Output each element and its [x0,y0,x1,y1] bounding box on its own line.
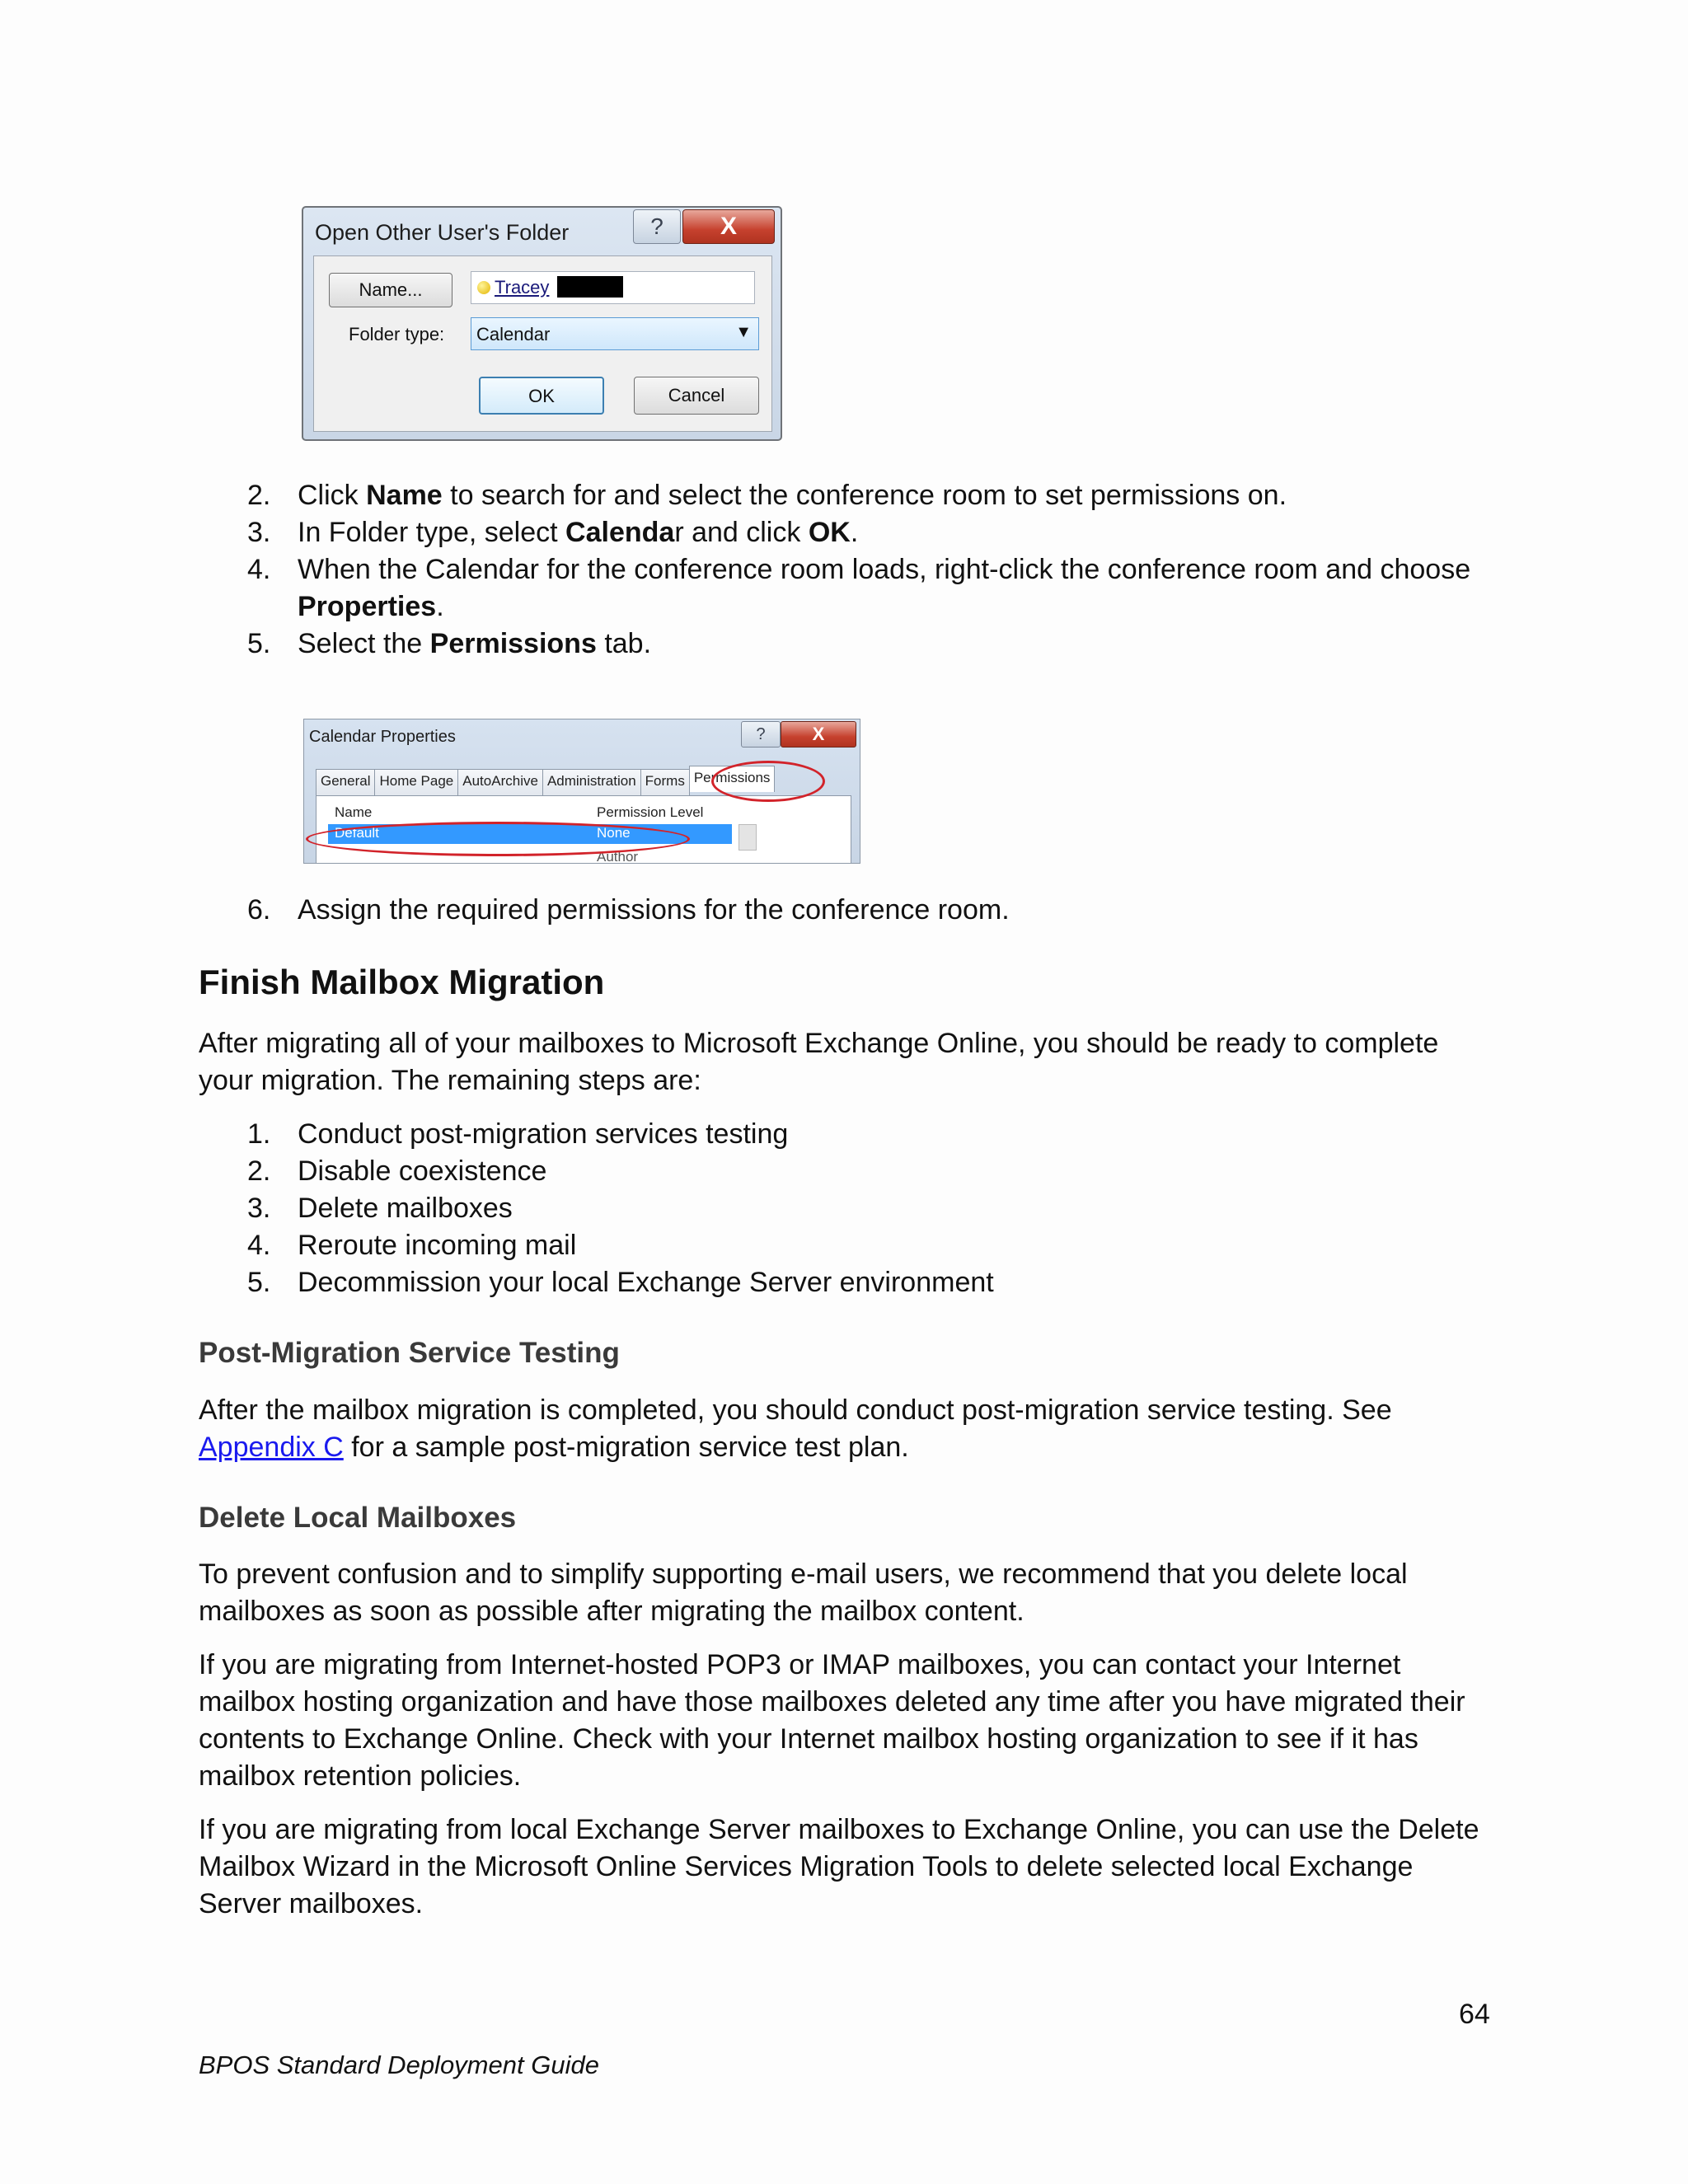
step-text: In Folder type, select Calendar and click OK. [298,517,859,548]
tab-bar [316,769,774,795]
step-number: 6. [247,894,271,926]
step-text: Delete mailboxes [298,1193,513,1224]
folder-type-value: Calendar [476,324,551,344]
paragraph-line: mailbox hosting organization and have those mailboxes deleted any time after you have migrated their [199,1686,1465,1718]
step-number: 2. [247,1155,271,1187]
redacted-block [557,276,623,298]
step-text: Conduct post-migration services testing [298,1118,789,1150]
paragraph-line: your migration. The remaining steps are: [199,1065,701,1096]
step-text-continued: Properties. [298,591,444,622]
step-number: 2. [247,480,271,511]
name-input[interactable] [471,271,755,304]
highlight-ellipse-permissions-tab [711,761,825,802]
step-number: 5. [247,1267,271,1298]
step-number: 4. [247,1230,271,1261]
close-icon[interactable]: X [781,721,856,748]
paragraph-line: To prevent confusion and to simplify supporting e-mail users, we recommend that you delete local [199,1558,1408,1590]
paragraph-line: contents to Exchange Online. Check with your Internet mailbox hosting organization to see if it has [199,1723,1418,1755]
step-text: Assign the required permissions for the conference room. [298,894,1010,926]
close-icon[interactable]: X [682,209,775,244]
column-header-permission-level[interactable]: Permission Level [597,804,704,820]
subsection-heading: Post-Migration Service Testing [199,1337,620,1369]
step-number: 4. [247,554,271,585]
dialog-body [313,255,772,432]
step-text: When the Calendar for the conference room loads, right-click the conference room and choose [298,554,1471,585]
step-number: 3. [247,1193,271,1224]
folder-type-select[interactable] [471,317,759,350]
step-text: Select the Permissions tab. [298,628,652,659]
dialog-title: Open Other User's Folder [315,220,570,245]
section-heading: Finish Mailbox Migration [199,963,605,1001]
folder-type-label: Folder type: [349,324,445,344]
chevron-down-icon: ▼ [735,323,752,341]
paragraph-line: After migrating all of your mailboxes to Microsoft Exchange Online, you should be ready to complete [199,1028,1439,1059]
paragraph-line: Server mailboxes. [199,1888,424,1919]
step-number: 5. [247,628,271,659]
user-name-value: Tracey [495,277,550,298]
tab-home-page[interactable]: Home Page [374,769,458,795]
row-name-value: Default [335,825,379,841]
column-header-name[interactable]: Name [335,804,373,820]
page-number: 64 [1459,1999,1490,2030]
step-number: 1. [247,1118,271,1150]
help-icon[interactable]: ? [741,721,781,748]
calendar-properties-dialog [303,719,860,864]
paragraph-line: After the mailbox migration is completed, you should conduct post-migration service testing. See [199,1394,1392,1426]
row-level-value: None [597,825,631,841]
presence-icon [477,281,490,294]
tab-permissions[interactable]: Permissions [689,766,776,792]
step-text: Decommission your local Exchange Server environment [298,1267,994,1298]
footer-title: BPOS Standard Deployment Guide [199,2050,599,2079]
paragraph-line: mailbox retention policies. [199,1760,522,1792]
highlight-ellipse-default-row [306,822,690,856]
dialog-title: Calendar Properties [309,728,456,746]
ok-button[interactable]: OK [479,377,604,415]
step-text: Reroute incoming mail [298,1230,577,1261]
tab-administration[interactable]: Administration [542,769,641,795]
name-button[interactable]: Name... [329,273,452,307]
paragraph-line: Appendix C for a sample post-migration service test plan. [199,1432,909,1463]
tab-forms[interactable]: Forms [640,769,690,795]
help-icon[interactable]: ? [633,209,681,244]
scrollbar[interactable] [738,824,757,851]
paragraph-line: mailboxes as soon as possible after migrating the mailbox content. [199,1596,1025,1627]
paragraph-line: If you are migrating from local Exchange Server mailboxes to Exchange Online, you can use the Delete [199,1814,1479,1845]
tab-autoarchive[interactable]: AutoArchive [457,769,543,795]
paragraph-line: If you are migrating from Internet-hosted POP3 or IMAP mailboxes, you can contact your Internet [199,1649,1401,1680]
step-text: Click Name to search for and select the conference room to set permissions on. [298,480,1287,511]
open-other-users-folder-dialog [302,206,782,441]
appendix-c-link[interactable]: Appendix C [199,1432,344,1463]
subsection-heading: Delete Local Mailboxes [199,1502,517,1534]
cancel-button[interactable]: Cancel [634,377,759,415]
list-item[interactable]: Author [597,849,639,864]
tab-general[interactable]: General [316,769,375,795]
paragraph-line: Mailbox Wizard in the Microsoft Online Services Migration Tools to delete selected local Exchange [199,1851,1414,1882]
step-number: 3. [247,517,271,548]
step-text: Disable coexistence [298,1155,547,1187]
